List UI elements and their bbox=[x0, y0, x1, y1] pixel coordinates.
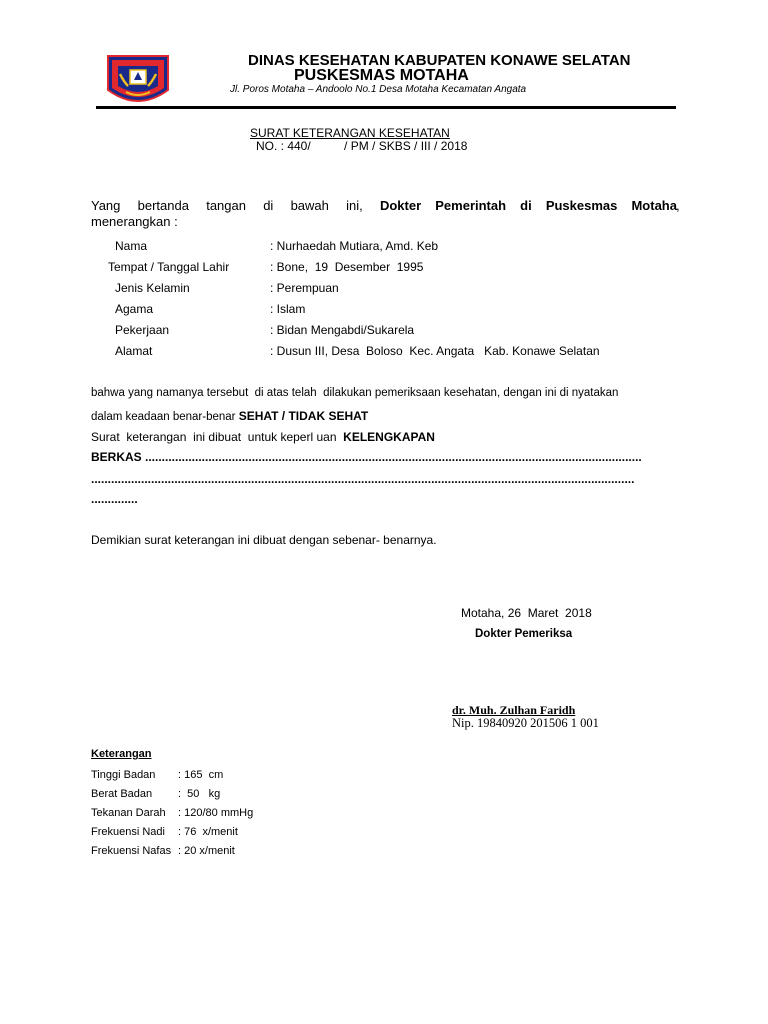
doctor-word: Motaha bbox=[631, 198, 677, 213]
intro-line bbox=[91, 198, 677, 213]
intro-second-line: menerangkan : bbox=[91, 214, 178, 229]
note-label: Frekuensi Nadi bbox=[91, 826, 165, 838]
field-label-birth: Tempat / Tanggal Lahir bbox=[108, 260, 230, 274]
note-label: Frekuensi Nafas bbox=[91, 845, 172, 857]
note-label: Tekanan Darah bbox=[91, 807, 166, 819]
intro-word: ini, bbox=[346, 198, 363, 213]
field-label-gender: Jenis Kelamin bbox=[115, 281, 190, 295]
body-line-5: ................................................................................................................................................................... bbox=[91, 472, 635, 486]
body-line-4: BERKAS ..................................................................................................................................................... bbox=[91, 450, 642, 464]
agency-address: Jl. Poros Motaha – Andoolo No.1 Desa Motaha Kecamatan Angata bbox=[230, 84, 527, 95]
agency-name: DINAS KESEHATAN KABUPATEN KONAWE SELATAN bbox=[248, 52, 631, 69]
body-line-1: bahwa yang namanya tersebut di atas telah dilakukan pemeriksaan kesehatan, dengan ini di nyatakan bbox=[91, 387, 619, 399]
note-value: : 120/80 mmHg bbox=[178, 807, 254, 819]
field-label-name: Nama bbox=[115, 239, 148, 253]
note-label: Berat Badan bbox=[91, 788, 153, 800]
letter-number: NO. : 440/ / PM / SKBS / III / 2018 bbox=[256, 139, 468, 153]
note-value: : 165 cm bbox=[178, 769, 224, 781]
field-value-address: : Dusun III, Desa Boloso Kec. Angata Kab. Konawe Selatan bbox=[270, 344, 600, 358]
doctor-word: Pemerintah bbox=[435, 198, 507, 213]
intro-word: bawah bbox=[290, 198, 329, 213]
field-value-job: : Bidan Mengabdi/Sukarela bbox=[270, 323, 415, 337]
body-line-3 bbox=[91, 428, 435, 446]
agency-logo-emblem bbox=[104, 52, 172, 108]
signer-nip: Nip. 19840920 201506 1 001 bbox=[452, 716, 599, 730]
body-line-2 bbox=[91, 407, 368, 425]
field-value-name: : Nurhaedah Mutiara, Amd. Keb bbox=[270, 239, 439, 253]
note-label: Tinggi Badan bbox=[91, 769, 156, 781]
field-label-job: Pekerjaan bbox=[115, 323, 170, 337]
field-value-religion: : Islam bbox=[270, 302, 306, 316]
intro-comma: , bbox=[676, 198, 680, 213]
body-line-3-prefix: Surat keterangan ini dibuat untuk keperl uan bbox=[91, 430, 344, 444]
note-value: : 76 x/menit bbox=[178, 826, 238, 838]
doctor-phrase bbox=[380, 198, 677, 213]
signer-name: dr. Muh. Zulhan Faridh bbox=[452, 703, 576, 717]
intro-word: Yang bbox=[91, 198, 121, 213]
doctor-word: di bbox=[520, 198, 532, 213]
field-value-gender: : Perempuan bbox=[270, 281, 339, 295]
note-value: : 20 x/menit bbox=[178, 845, 235, 857]
intro-word: bertanda bbox=[137, 198, 189, 213]
intro-word: tangan bbox=[206, 198, 246, 213]
body-line-2-prefix: dalam keadaan benar-benar bbox=[91, 411, 239, 423]
body-line-6: .............. bbox=[91, 492, 138, 506]
closing-statement: Demikian surat keterangan ini dibuat dengan sebenar- benarnya. bbox=[91, 533, 437, 547]
purpose: KELENGKAPAN bbox=[343, 430, 435, 444]
doctor-word: Dokter bbox=[379, 198, 422, 213]
place-date: Motaha, 26 Maret 2018 bbox=[461, 606, 592, 620]
header-rule bbox=[96, 106, 676, 109]
field-label-address: Alamat bbox=[115, 344, 153, 358]
doctor-word: Puskesmas bbox=[545, 198, 618, 213]
notes-heading: Keterangan bbox=[91, 748, 152, 760]
agency-logo bbox=[104, 52, 172, 108]
note-value: : 50 kg bbox=[178, 788, 221, 800]
puskesmas-name: PUSKESMAS MOTAHA bbox=[294, 67, 469, 84]
field-label-religion: Agama bbox=[115, 302, 154, 316]
letter-title: SURAT KETERANGAN KESEHATAN bbox=[250, 126, 450, 140]
signer-role: Dokter Pemeriksa bbox=[475, 628, 573, 640]
field-value-birth: : Bone, 19 Desember 1995 bbox=[270, 260, 424, 274]
health-status: SEHAT / TIDAK SEHAT bbox=[238, 409, 369, 423]
intro-word: di bbox=[263, 198, 274, 213]
